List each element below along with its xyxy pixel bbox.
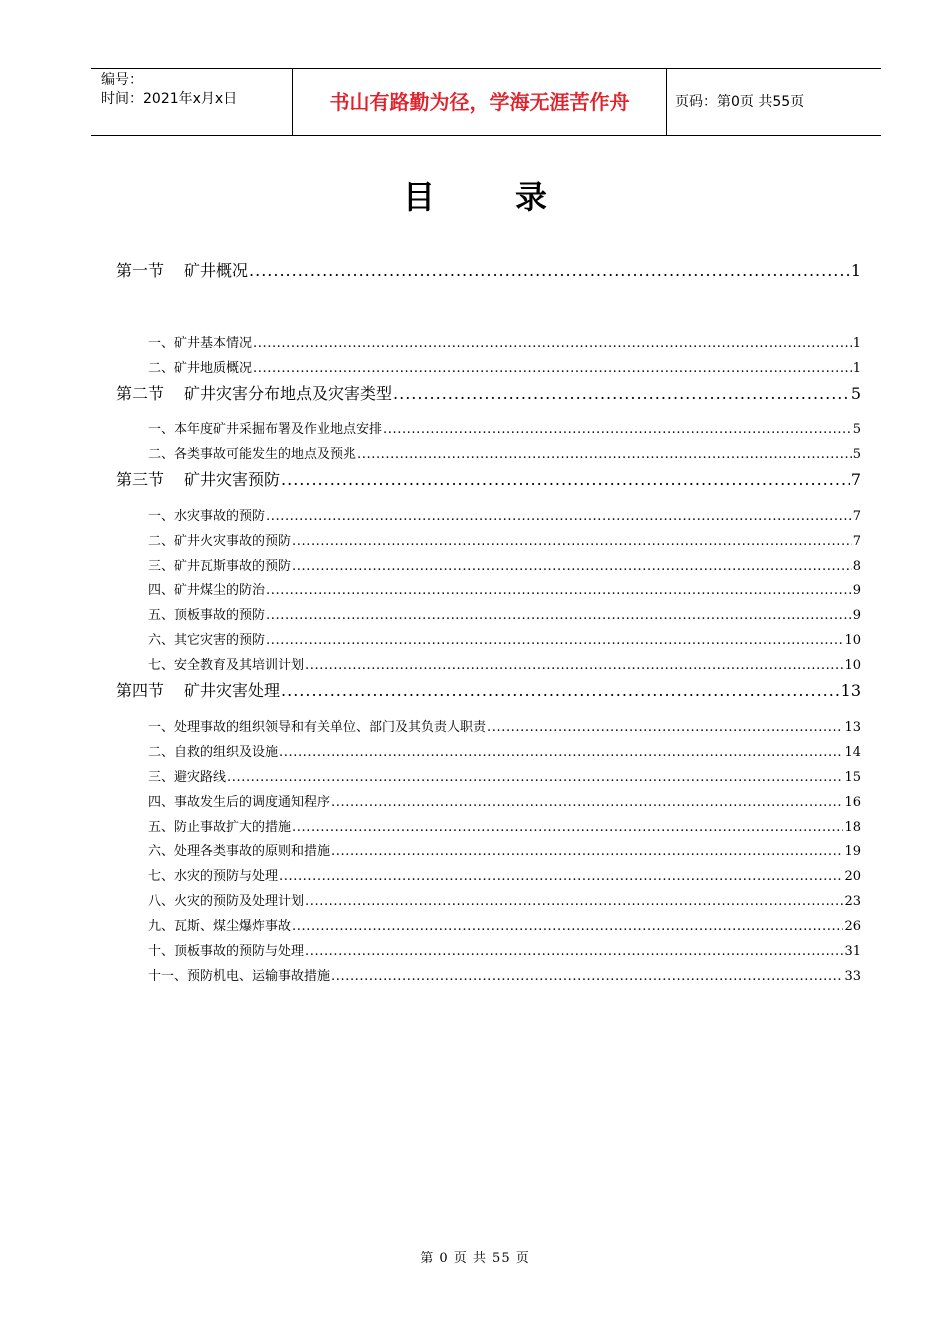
toc-subsection-entry[interactable] bbox=[148, 604, 861, 623]
toc-page-number: 8 bbox=[852, 559, 861, 574]
toc-subsection-entry[interactable] bbox=[148, 840, 861, 859]
toc-subsection-entry[interactable] bbox=[148, 890, 861, 909]
toc-subsection-entry[interactable] bbox=[148, 332, 861, 351]
toc-section-entry[interactable] bbox=[116, 381, 861, 404]
toc-leader-dots bbox=[331, 969, 843, 984]
toc-subsection-entry[interactable] bbox=[148, 443, 861, 462]
toc-leader-dots bbox=[227, 770, 843, 785]
toc-entry-label: 一、水灾事故的预防 bbox=[148, 509, 266, 524]
toc-page-number: 14 bbox=[844, 745, 861, 760]
header-page-info: 页码：第0页 共55页 bbox=[675, 94, 805, 110]
toc-leader-dots bbox=[253, 361, 852, 376]
toc-leader-dots bbox=[292, 559, 852, 574]
toc-entry-label: 十、顶板事故的预防与处理 bbox=[148, 944, 305, 959]
toc-leader-dots bbox=[305, 658, 843, 673]
toc-entry-label: 三、矿井瓦斯事故的预防 bbox=[148, 559, 292, 574]
toc-leader-dots bbox=[357, 447, 852, 462]
toc-subsection-entry[interactable] bbox=[148, 654, 861, 673]
toc-page-number: 9 bbox=[852, 583, 861, 598]
toc-leader-dots bbox=[331, 844, 843, 859]
toc-section-number: 第二节 bbox=[116, 384, 165, 403]
toc-subsection-entry[interactable] bbox=[148, 357, 861, 376]
toc-page-number: 1 bbox=[852, 361, 861, 376]
toc-subsection-entry[interactable] bbox=[148, 816, 861, 835]
toc-leader-dots bbox=[305, 944, 843, 959]
toc-leader-dots bbox=[279, 745, 843, 760]
toc-entry-label: 七、水灾的预防与处理 bbox=[148, 869, 279, 884]
toc-subsection-entry[interactable] bbox=[148, 629, 861, 648]
toc-leader-dots bbox=[249, 261, 850, 280]
toc-page-number: 9 bbox=[852, 608, 861, 623]
toc-leader-dots bbox=[393, 384, 850, 403]
toc-page-number: 26 bbox=[844, 919, 861, 934]
toc-leader-dots bbox=[487, 720, 843, 735]
toc-page-number: 33 bbox=[844, 969, 861, 984]
toc-leader-dots bbox=[266, 633, 843, 648]
toc-entry-label: 二、矿井地质概况 bbox=[148, 361, 253, 376]
toc-page-number: 5 bbox=[852, 447, 861, 462]
toc-entry-label bbox=[116, 258, 248, 281]
toc-entry-label: 六、处理各类事故的原则和措施 bbox=[148, 844, 331, 859]
toc-section-entry[interactable] bbox=[116, 678, 861, 701]
toc-page-number: 16 bbox=[844, 795, 861, 810]
toc-leader-dots bbox=[266, 583, 852, 598]
toc-leader-dots bbox=[305, 894, 843, 909]
toc-entry-label: 七、安全教育及其培训计划 bbox=[148, 658, 305, 673]
toc-entry-label bbox=[116, 381, 392, 404]
toc-entry-label: 六、其它灾害的预防 bbox=[148, 633, 266, 648]
toc-entry-label: 二、矿井火灾事故的预防 bbox=[148, 534, 292, 549]
toc-leader-dots bbox=[292, 820, 843, 835]
toc-page-number: 19 bbox=[844, 844, 861, 859]
toc-leader-dots bbox=[292, 919, 843, 934]
toc-page-number: 13 bbox=[840, 681, 861, 700]
toc-subsection-entry[interactable] bbox=[148, 418, 861, 437]
toc-subsection-entry[interactable] bbox=[148, 579, 861, 598]
toc-page-number: 20 bbox=[844, 869, 861, 884]
toc-section-entry[interactable] bbox=[116, 258, 861, 281]
toc-section-number: 第三节 bbox=[116, 470, 165, 489]
toc-entry-label bbox=[116, 678, 280, 701]
toc-page-number: 10 bbox=[844, 633, 861, 648]
toc-section-title: 矿井灾害分布地点及灾害类型 bbox=[184, 384, 393, 403]
toc-page-number: 18 bbox=[844, 820, 861, 835]
header-time-label: 时间：2021年x月x日 bbox=[101, 91, 238, 107]
toc-subsection-entry[interactable] bbox=[148, 940, 861, 959]
toc-leader-dots bbox=[266, 608, 852, 623]
toc-page-number: 5 bbox=[852, 422, 861, 437]
toc-entry-label: 三、避灾路线 bbox=[148, 770, 227, 785]
toc-leader-dots bbox=[266, 509, 852, 524]
toc-subsection-entry[interactable] bbox=[148, 965, 861, 984]
toc-subsection-entry[interactable] bbox=[148, 716, 861, 735]
toc-entry-label: 十一、预防机电、运输事故措施 bbox=[148, 969, 331, 984]
toc-subsection-entry[interactable] bbox=[148, 555, 861, 574]
toc-page-number: 15 bbox=[844, 770, 861, 785]
toc-page-number: 10 bbox=[844, 658, 861, 673]
toc-page-number: 5 bbox=[850, 384, 861, 403]
toc-section-title: 矿井概况 bbox=[184, 261, 249, 280]
page-title: 目录 bbox=[402, 178, 627, 216]
toc-leader-dots bbox=[292, 534, 852, 549]
toc-leader-dots bbox=[331, 795, 843, 810]
toc-section-number: 第四节 bbox=[116, 681, 165, 700]
toc-page-number: 1 bbox=[850, 261, 861, 280]
toc-section-title: 矿井灾害处理 bbox=[184, 681, 281, 700]
toc-page-number: 7 bbox=[852, 509, 861, 524]
toc-page-number: 31 bbox=[844, 944, 861, 959]
toc-page-number: 7 bbox=[852, 534, 861, 549]
toc-section-entry[interactable] bbox=[116, 467, 861, 490]
header-number-label: 编号： bbox=[101, 72, 143, 88]
toc-page-number: 23 bbox=[844, 894, 861, 909]
toc-entry-label: 二、自救的组织及设施 bbox=[148, 745, 279, 760]
toc-subsection-entry[interactable] bbox=[148, 766, 861, 785]
toc-entry-label: 一、本年度矿井采掘布署及作业地点安排 bbox=[148, 422, 383, 437]
toc-entry-label: 四、事故发生后的调度通知程序 bbox=[148, 795, 331, 810]
toc-section-title: 矿井灾害预防 bbox=[184, 470, 281, 489]
toc-entry-label: 四、矿井煤尘的防治 bbox=[148, 583, 266, 598]
toc-subsection-entry[interactable] bbox=[148, 741, 861, 760]
toc-leader-dots bbox=[253, 336, 852, 351]
toc-leader-dots bbox=[281, 681, 840, 700]
toc-entry-label: 五、顶板事故的预防 bbox=[148, 608, 266, 623]
toc-page-number: 1 bbox=[852, 336, 861, 351]
toc-entry-label: 一、处理事故的组织领导和有关单位、部门及其负责人职责 bbox=[148, 720, 487, 735]
toc-entry-label bbox=[116, 467, 280, 490]
header-motto: 书山有路勤为径，学海无涯苦作舟 bbox=[293, 69, 667, 135]
toc-subsection-entry[interactable] bbox=[148, 530, 861, 549]
toc-entry-label: 八、火灾的预防及处理计划 bbox=[148, 894, 305, 909]
toc-leader-dots bbox=[383, 422, 852, 437]
toc-page-number: 13 bbox=[844, 720, 861, 735]
toc-subsection-entry[interactable] bbox=[148, 791, 861, 810]
toc-entry-label: 一、矿井基本情况 bbox=[148, 336, 253, 351]
toc-subsection-entry[interactable] bbox=[148, 505, 861, 524]
toc-entry-label: 九、瓦斯、煤尘爆炸事故 bbox=[148, 919, 292, 934]
toc-entry-label: 二、各类事故可能发生的地点及预兆 bbox=[148, 447, 357, 462]
toc-subsection-entry[interactable] bbox=[148, 865, 861, 884]
toc-leader-dots bbox=[281, 470, 850, 489]
toc-section-number: 第一节 bbox=[116, 261, 165, 280]
page-footer: 第 0 页 共 55 页 bbox=[420, 1251, 530, 1266]
toc-page-number: 7 bbox=[850, 470, 861, 489]
toc-subsection-entry[interactable] bbox=[148, 915, 861, 934]
toc-leader-dots bbox=[279, 869, 843, 884]
toc-entry-label: 五、防止事故扩大的措施 bbox=[148, 820, 292, 835]
